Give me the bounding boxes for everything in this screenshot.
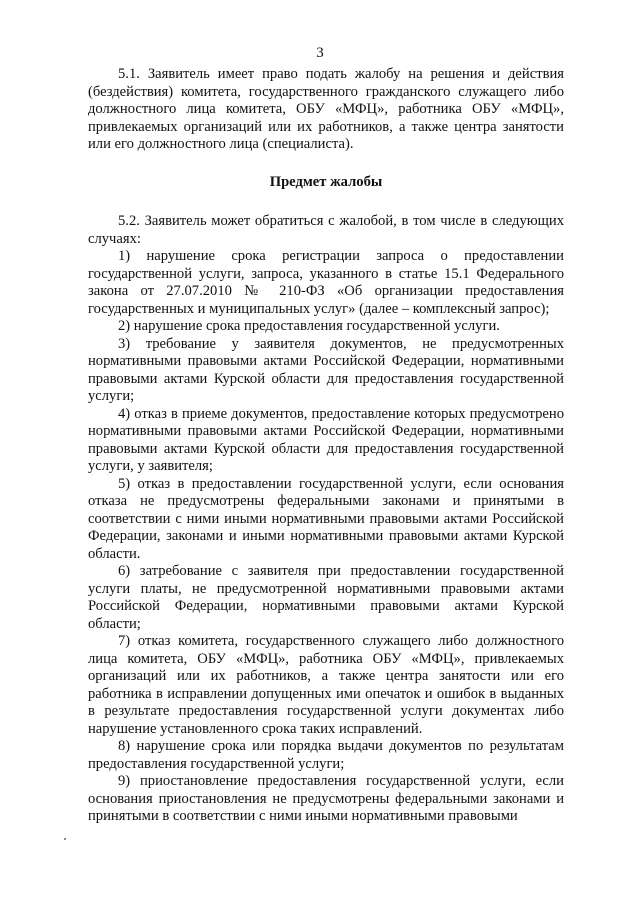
list-item-9: 9) приостановление предоставления государственной услуги, если основания приостановления не предусмотрены федеральными законами и принятыми в соответствии с ними иными нормативными правовыми <box>88 773 564 824</box>
paragraph-5-2: 5.2. Заявитель может обратиться с жалобой, в том числе в следующих случаях: <box>88 213 564 247</box>
section-heading: Предмет жалобы <box>269 173 383 190</box>
list-item-3: 3) требование у заявителя документов, не предусмотренных нормативными правовыми актами Российской Федерации, нормативными правовыми актами Курской области для предоставления государственной услуги; <box>88 335 564 404</box>
list-item-2: 2) нарушение срока предоставления государственной услуги. <box>118 318 500 334</box>
list-item-7: 7) отказ комитета, государственного служащего либо должностного лица комитета, ОБУ «МФЦ», работника ОБУ «МФЦ», привлекаемых организаций или их работников, а также центра занятости или его работника в исправлении допущенных ими опечаток и ошибок в выданных в результате предоставления государственной услуги документах либо нарушение установленного срока таких исправлений. <box>88 633 564 737</box>
scan-speck <box>64 838 66 840</box>
list-item-6: 6) затребование с заявителя при предоставлении государственной услуги платы, не предусмотренной нормативными правовыми актами Российской Федерации, нормативными правовыми актами Курской области; <box>88 563 564 632</box>
list-item-1: 1) нарушение срока регистрации запроса о предоставлении государственной услуги, запроса, указанного в статье 15.1 Федерального закона от 27.07.2010 № 210-ФЗ «Об организации предоставления государственных и муниципальных услуг» (далее – комплексный запрос); <box>88 248 564 317</box>
document-body <box>88 66 564 826</box>
list-item-8: 8) нарушение срока или порядка выдачи документов по результатам предоставления государственной услуги; <box>88 738 564 772</box>
page-number: 3 <box>316 45 324 61</box>
list-item-4: 4) отказ в приеме документов, предоставление которых предусмотрено нормативными правовыми актами Российской Федерации, нормативными правовыми актами Курской области для предоставления государственной услуги, у заявителя; <box>88 405 564 474</box>
list-item-5: 5) отказ в предоставлении государственной услуги, если основания отказа не предусмотрены федеральными законами и принятыми в соответствии с ними иными нормативными правовыми актами Российской Федерации, законами и иными нормативными правовыми актами Курской области. <box>88 475 564 562</box>
paragraph-5-1: 5.1. Заявитель имеет право подать жалобу на решения и действия (бездействия) комитета, государственного гражданского служащего либо должностного лица комитета, ОБУ «МФЦ», работника ОБУ «МФЦ», привлекаемых организаций или их работников, а также центра занятости или его должностного лица (специалиста). <box>88 66 564 152</box>
